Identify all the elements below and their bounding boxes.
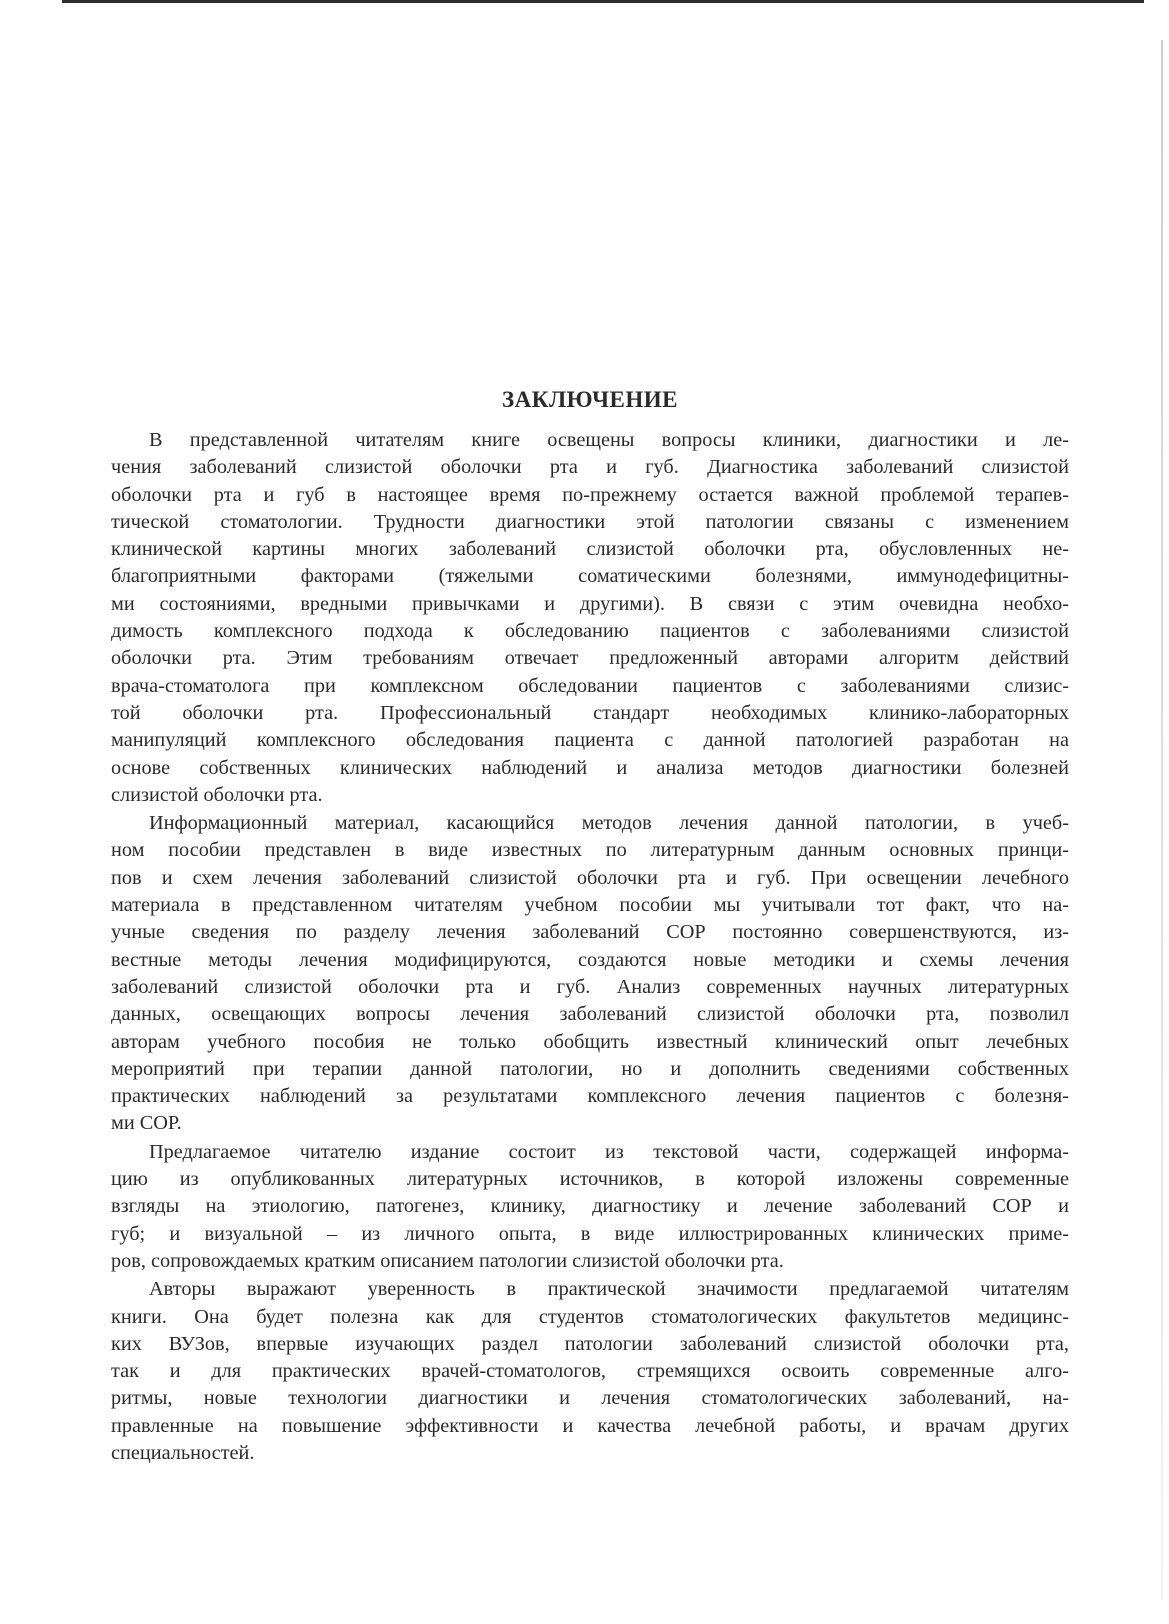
paragraph-line: так и для практических врачей-стоматологов, стремящихся освоить современные алго- <box>111 1360 1069 1383</box>
scan-right-edge <box>1161 40 1163 1600</box>
scan-top-border <box>62 0 1144 3</box>
paragraph-line: данных, освещающих вопросы лечения заболеваний слизистой оболочки рта, позволил <box>111 1003 1069 1026</box>
paragraph-line: пов и схем лечения заболеваний слизистой оболочки рта и губ. При освещении лечебного <box>111 866 1069 889</box>
paragraph-line: оболочки рта и губ в настоящее время по-прежнему остается важной проблемой терапев- <box>111 483 1069 506</box>
paragraph-line: слизистой оболочки рта. <box>111 783 323 806</box>
paragraph-line: Предлагаемое читателю издание состоит из текстовой части, содержащей информа- <box>149 1140 1069 1163</box>
paragraph-line: заболеваний слизистой оболочки рта и губ. Анализ современных научных литературных <box>111 975 1069 998</box>
paragraph-line: врача-стоматолога при комплексном обследовании пациентов с заболеваниями слизис- <box>111 674 1069 697</box>
paragraph-line: манипуляций комплексного обследования пациента с данной патологией разработан на <box>111 729 1069 752</box>
paragraph-line: В представленной читателям книге освещены вопросы клиники, диагностики и ле- <box>149 429 1069 451</box>
paragraph-line: губ; и визуальной – из личного опыта, в виде иллюстрированных клинических приме- <box>111 1222 1069 1245</box>
paragraph-line: специальностей. <box>111 1441 255 1464</box>
paragraph-line: клинической картины многих заболеваний слизистой оболочки рта, обусловленных не- <box>111 538 1069 561</box>
document-page <box>111 370 1069 1467</box>
paragraph-line: материала в представленном читателям учебном пособии мы учитывали тот факт, что на- <box>111 894 1069 917</box>
paragraph-line: практических наблюдений за результатами комплексного лечения пациентов с болезня- <box>111 1085 1069 1108</box>
paragraph-line: цию из опубликованных литературных источников, в которой изложены современные <box>111 1168 1069 1191</box>
paragraph-line: основе собственных клинических наблюдений и анализа методов диагностики болезней <box>111 756 1069 779</box>
paragraph-line: учные сведения по разделу лечения заболеваний СОР постоянно совершенствуются, из- <box>111 921 1069 944</box>
paragraph-line: той оболочки рта. Профессиональный стандарт необходимых клинико-лабораторных <box>111 701 1069 724</box>
paragraph-line: ритмы, новые технологии диагностики и лечения стоматологических заболеваний, на- <box>111 1387 1069 1410</box>
paragraph-line: чения заболеваний слизистой оболочки рта и губ. Диагностика заболеваний слизистой <box>111 456 1069 479</box>
paragraph-line: правленные на повышение эффективности и качества лечебной работы, и врачам других <box>111 1414 1069 1437</box>
paragraph-line: книги. Она будет полезна как для студентов стоматологических факультетов медицинс- <box>111 1305 1069 1328</box>
paragraph-line: благоприятными факторами (тяжелыми соматическими болезнями, иммунодефицитны- <box>111 565 1069 588</box>
document-body <box>111 427 1069 1467</box>
paragraph-line: авторам учебного пособия не только обобщить известный клинический опыт лечебных <box>111 1030 1069 1053</box>
paragraph-line: ми состояниями, вредными привычками и другими). В связи с этим очевидна необхо- <box>111 592 1069 615</box>
paragraph <box>111 1276 1069 1467</box>
paragraph-line: ров, сопровождаемых кратким описанием патологии слизистой оболочки рта. <box>111 1249 784 1272</box>
paragraph-line: димость комплексного подхода к обследованию пациентов с заболеваниями слизистой <box>111 620 1069 643</box>
paragraph-line: мероприятий при терапии данной патологии, но и дополнить сведениями собственных <box>111 1057 1069 1080</box>
paragraph-line: вестные методы лечения модифицируются, создаются новые методики и схемы лечения <box>111 948 1069 971</box>
document-title: ЗАКЛЮЧЕНИЕ <box>502 387 678 412</box>
paragraph-line: Информационный материал, касающийся методов лечения данной патологии, в учеб- <box>149 812 1069 835</box>
paragraph <box>111 810 1069 1138</box>
paragraph-line: Авторы выражают уверенность в практической значимости предлагаемой читателям <box>149 1278 1069 1301</box>
paragraph-line: ном пособии представлен в виде известных по литературным данным основных принци- <box>111 839 1069 862</box>
paragraph-line: тической стоматологии. Трудности диагностики этой патологии связаны с изменением <box>111 510 1069 533</box>
paragraph-line: ких ВУЗов, впервые изучающих раздел патологии заболеваний слизистой оболочки рта, <box>111 1332 1069 1355</box>
paragraph-line: оболочки рта. Этим требованиям отвечает предложенный авторами алгоритм действий <box>111 647 1069 670</box>
paragraph <box>111 427 1069 809</box>
paragraph-line: взгляды на этиологию, патогенез, клинику, диагностику и лечение заболеваний СОР и <box>111 1195 1069 1218</box>
paragraph <box>111 1139 1069 1275</box>
paragraph-line: ми СОР. <box>111 1112 182 1135</box>
